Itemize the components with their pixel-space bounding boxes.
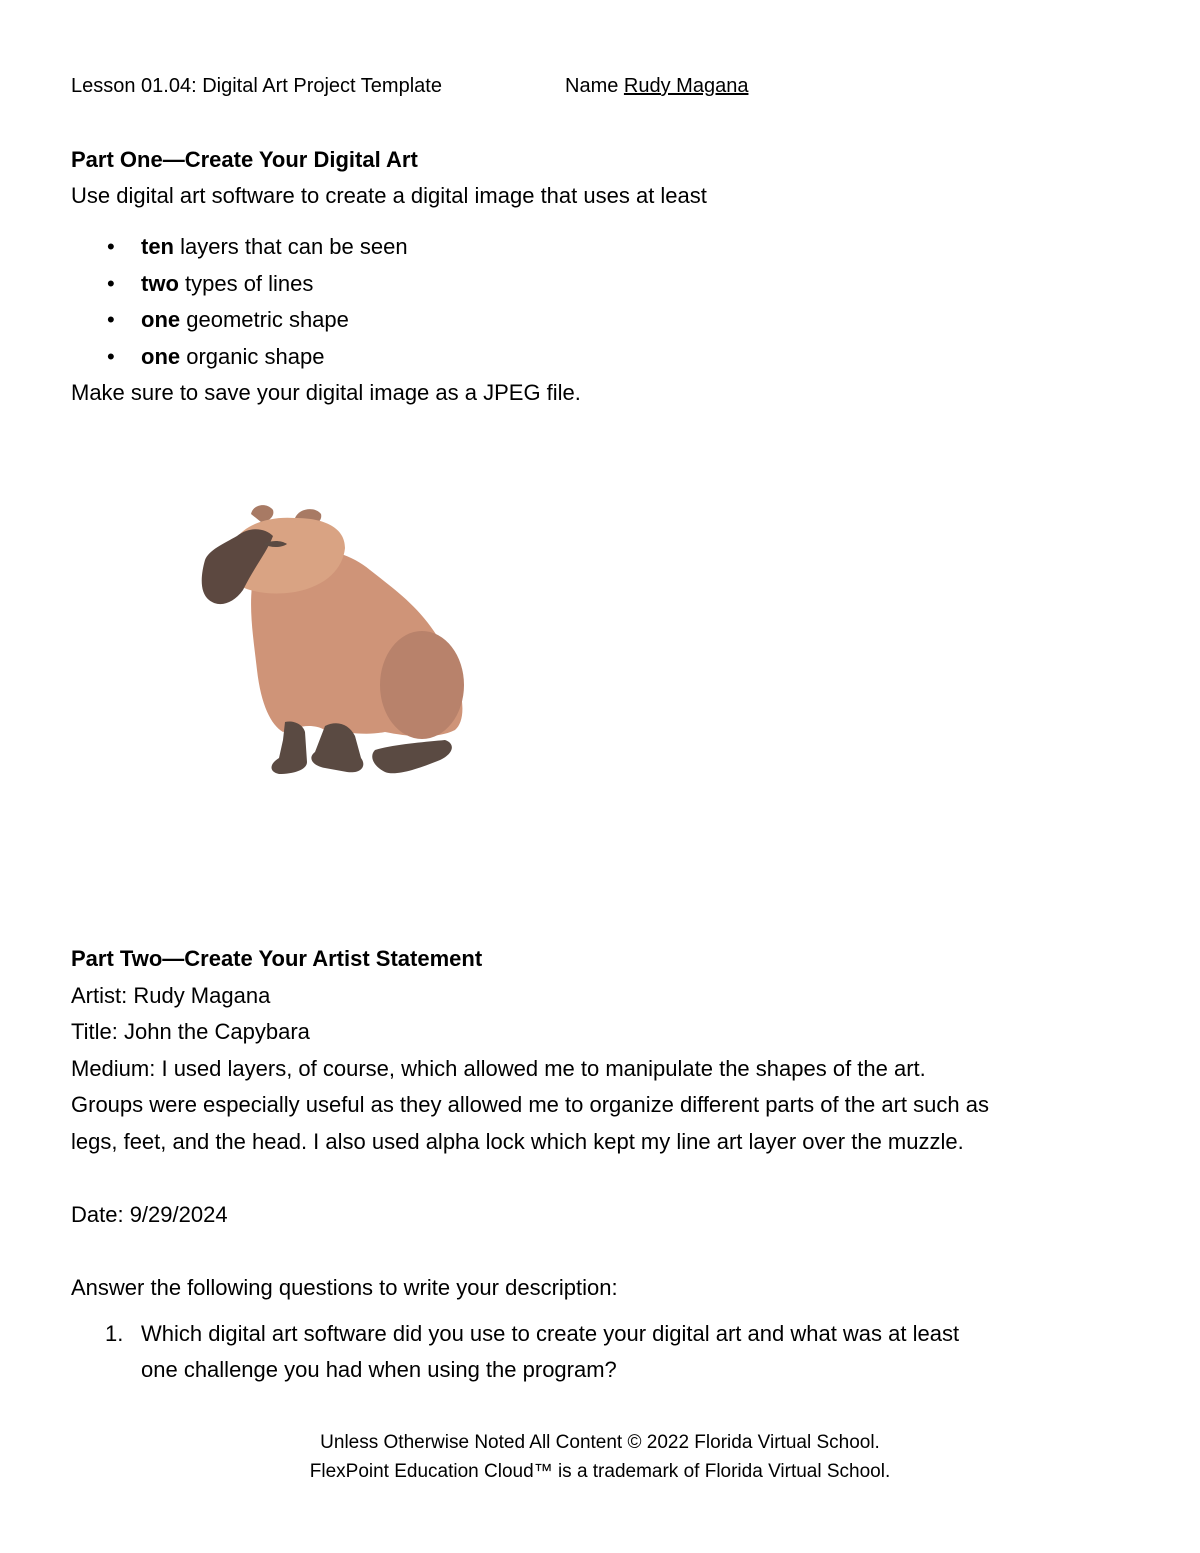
capybara-hind-foot bbox=[372, 740, 452, 773]
save-note: Make sure to save your digital image as a JPEG file. bbox=[71, 380, 581, 405]
requirement-text: types of lines bbox=[178, 270, 314, 296]
part-one-heading: Part One—Create Your Digital Art bbox=[71, 147, 418, 172]
title-line: Title: John the Capybara bbox=[71, 1019, 310, 1044]
bullet: • bbox=[107, 234, 115, 259]
bullet: • bbox=[107, 307, 115, 332]
requirement-text: geometric shape bbox=[180, 307, 349, 332]
name-value: Rudy Magana bbox=[623, 75, 749, 97]
requirement-keyword: two bbox=[141, 270, 179, 296]
list-item bbox=[71, 339, 1151, 376]
capybara-artwork bbox=[195, 500, 475, 790]
date-line: Date: 9/29/2024 bbox=[71, 1201, 228, 1227]
part-one-intro: Use digital art software to create a digital image that uses at least bbox=[71, 183, 707, 208]
part-one-section bbox=[71, 142, 1151, 411]
list-item bbox=[71, 266, 1151, 303]
copyright-line: Unless Otherwise Noted All Content © 2022 Florida Virtual School. bbox=[320, 1432, 880, 1453]
bullet: • bbox=[107, 343, 115, 369]
medium-line: legs, feet, and the head. I also used alpha lock which kept my line art layer over the muzzle. bbox=[71, 1128, 964, 1154]
lesson-title: Lesson 01.04: Digital Art Project Template bbox=[71, 75, 442, 97]
list-item bbox=[71, 1316, 1131, 1388]
question-text: Which digital art software did you use to create your digital art and what was at least bbox=[141, 1321, 960, 1346]
requirement-text: layers that can be seen bbox=[174, 234, 408, 259]
medium-line: Medium: I used layers, of course, which allowed me to manipulate the shapes of the art. bbox=[71, 1055, 926, 1081]
medium-line: Groups were especially useful as they allowed me to organize different parts of the art such as bbox=[71, 1092, 989, 1117]
trademark-line: FlexPoint Education Cloud™ is a trademark of Florida Virtual School. bbox=[309, 1461, 891, 1482]
part-two-heading: Part Two—Create Your Artist Statement bbox=[71, 946, 483, 971]
list-item bbox=[71, 302, 1151, 339]
capybara-haunch bbox=[380, 631, 464, 739]
name-label: Name bbox=[565, 75, 619, 97]
capybara-front-leg-back bbox=[272, 721, 308, 774]
question-number: 1. bbox=[105, 1321, 124, 1346]
requirement-text: organic shape bbox=[180, 343, 325, 369]
requirements-list bbox=[71, 229, 1151, 375]
list-item bbox=[71, 229, 1151, 266]
page-footer bbox=[0, 1428, 1200, 1486]
requirement-keyword: one bbox=[141, 343, 181, 369]
part-two-section bbox=[71, 941, 1151, 1306]
artist-line: Artist: Rudy Magana bbox=[71, 982, 271, 1008]
requirement-keyword: one bbox=[141, 307, 181, 332]
question-text: one challenge you had when using the program? bbox=[141, 1357, 617, 1382]
bullet: • bbox=[107, 270, 115, 296]
requirement-keyword: ten bbox=[141, 234, 174, 259]
question-list bbox=[71, 1316, 1131, 1388]
student-name-line bbox=[565, 73, 748, 99]
description-prompt: Answer the following questions to write your description: bbox=[71, 1274, 618, 1300]
